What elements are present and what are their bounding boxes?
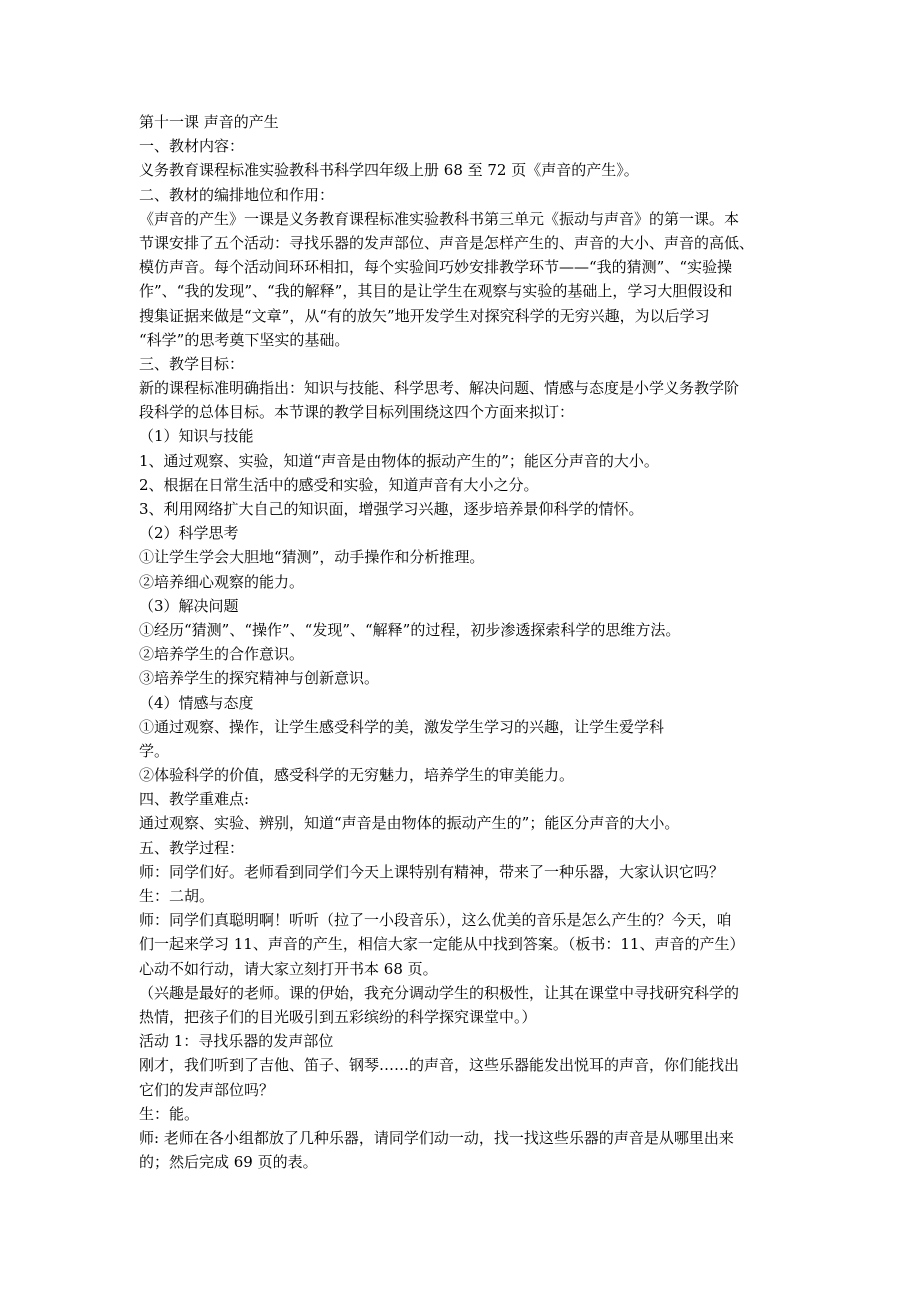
text-line: ①通过观察、操作，让学生感受科学的美，激发学生学习的兴趣，让学生爱学科 (139, 717, 665, 736)
text-line: 《声音的产生》一课是义务教育课程标准实验教科书第三单元《振动与声音》的第一课。本 (139, 209, 740, 228)
text-line: 心动不如行动，请大家立刻打开书本 68 页。 (139, 959, 438, 978)
text-line: ①让学生学会大胆地“猜测”，动手操作和分析推理。 (139, 548, 485, 567)
text-line: 新的课程标准明确指出：知识与技能、科学思考、解决问题、情感与态度是小学义务教学阶 (139, 379, 740, 398)
text-line: 节课安排了五个活动：寻找乐器的发声部位、声音是怎样产生的、声音的大小、声音的高低、 (139, 233, 755, 252)
text-line: 学。 (139, 741, 170, 760)
text-line: 段科学的总体目标。本节课的教学目标列围绕这四个方面来拟订： (139, 403, 575, 422)
text-line: 生：能。 (139, 1104, 200, 1123)
text-line: 热情，把孩子们的目光吸引到五彩缤纷的科学探究课堂中。） (139, 1007, 537, 1026)
text-line: 四、教学重难点: (139, 790, 250, 809)
text-line: ②培养细心观察的能力。 (139, 572, 305, 591)
text-line: 义务教育课程标准实验教科书科学四年级上册 68 至 72 页《声音的产生》。 (139, 161, 639, 180)
text-line: （3）解决问题 (139, 596, 239, 615)
text-line: 二、教材的编排地位和作用： (139, 185, 335, 204)
text-line: 一、教材内容： (139, 137, 245, 156)
text-line: 师: 老师在各小组都放了几种乐器，请同学们动一动，找一找这些乐器的声音是从哪里出来 (139, 1128, 734, 1147)
text-line: 师：同学们真聪明啊！听听（拉了一小段音乐），这么优美的音乐是怎么产生的？今天，咱 (139, 911, 732, 930)
text-line: 作”、“我的发现”、“我的解释”，其目的是让学生在观察与实验的基础上，学习大胆假设和 (139, 282, 733, 301)
text-line: （4）情感与态度 (139, 693, 254, 712)
text-line: 模仿声音。每个活动间环环相扣，每个实验间巧妙安排教学环节——“我的猜测”、“实验操 (139, 258, 733, 277)
text-line: 三、教学目标： (139, 354, 245, 373)
text-line: 搜集证据来做是“文章”，从“有的放矢”地开发学生对探究科学的无穷兴趣，为以后学习 (139, 306, 710, 325)
text-line: 2、根据在日常生活中的感受和实验，知道声音有大小之分。 (139, 475, 539, 494)
document-body (139, 110, 799, 1174)
text-line: 刚才，我们听到了吉他、笛子、钢琴……的声音，这些乐器能发出悦耳的声音，你们能找出 (139, 1056, 740, 1075)
text-line: ②体验科学的价值，感受科学的无穷魅力，培养学生的审美能力。 (139, 766, 575, 785)
text-line: （2）科学思考 (139, 524, 239, 543)
text-line: 3、利用网络扩大自己的知识面，增强学习兴趣，逐步培养景仰科学的情怀。 (139, 500, 644, 518)
text-line: 们一起来学习 11、声音的产生，相信大家一定能从中找到答案。（板书：11、声音的产生） (139, 935, 745, 954)
text-line: （兴趣是最好的老师。课的伊始，我充分调动学生的积极性，让其在课堂中寻找研究科学的 (139, 983, 740, 1002)
text-line: ①经历“猜测”、“操作”、“发现”、“解释”的过程，初步渗透探索科学的思维方法。 (139, 620, 681, 639)
text-line: 师：同学们好。老师看到同学们今天上课特别有精神，带来了一种乐器，大家认识它吗？ (139, 862, 725, 881)
text-line: 1、通过观察、实验，知道“声音是由物体的振动产生的”；能区分声音的大小。 (139, 451, 659, 470)
text-line: 的；然后完成 69 页的表。 (139, 1153, 318, 1172)
text-line: 活动 1：寻找乐器的发声部位 (139, 1032, 334, 1051)
text-line: ②培养学生的合作意识。 (139, 645, 305, 664)
text-line: “科学”的思考奠下坚实的基础。 (139, 330, 350, 349)
text-line: 生：二胡。 (139, 887, 215, 905)
text-line: 通过观察、实验、辨别，知道“声音是由物体的振动产生的”；能区分声音的大小。 (139, 814, 680, 833)
text-line: 它们的发声部位吗？ (139, 1080, 275, 1099)
text-line: （1）知识与技能 (139, 427, 254, 446)
text-line: 第十一课 声音的产生 (139, 113, 279, 131)
text-line: ③培养学生的探究精神与创新意识。 (139, 669, 380, 688)
text-line: 五、教学过程： (139, 838, 245, 857)
